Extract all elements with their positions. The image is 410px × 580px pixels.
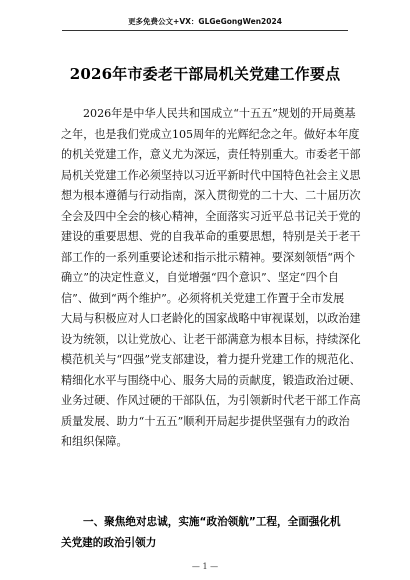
body-line: 2026年是中华人民共和国成立“十五五”规划的开局奠基 bbox=[83, 107, 356, 120]
document-title: 2026年市委老干部局机关党建工作要点 bbox=[69, 65, 341, 83]
body-line: 精细化水平与围绕中心、服务大局的贡献度，锻造政治过硬、 bbox=[61, 373, 361, 387]
section-heading bbox=[61, 512, 353, 553]
body-line: 之年，也是我们党成立105周年的光辉纪念之年。做好本年度 bbox=[61, 127, 360, 141]
header-divider bbox=[62, 30, 348, 31]
body-paragraph bbox=[61, 104, 361, 453]
header-note: 更多免费公文+VX：GLGeGongWen2024 bbox=[128, 17, 282, 26]
body-line: 业务过硬、作风过硬的干部队伍，为引领新时代老干部工作高 bbox=[61, 394, 361, 407]
body-line: 质量发展、助力“十五五”顺利开局起步提供坚强有力的政治 bbox=[61, 414, 350, 428]
section-heading-line: 一、聚焦绝对忠诚，实施“政治领航”工程，全面强化机 bbox=[83, 516, 341, 528]
body-line: 和组织保障。 bbox=[61, 435, 128, 448]
body-line: 全会及四中全会的核心精神，全面落实习近平总书记关于党的 bbox=[61, 209, 361, 223]
body-line: 的机关党建工作，意义尤为深远，责任特别重大。市委老干部 bbox=[61, 148, 361, 161]
body-line: 想为根本遵循与行动指南，深入贯彻党的二十大、二十届历次 bbox=[61, 189, 361, 202]
body-line: 模范机关与“四强”党支部建设，着力提升党建工作的规范化、 bbox=[61, 353, 361, 366]
body-line: 部工作的一系列重要论述和指示批示精神。要深刻领悟“两个 bbox=[61, 250, 356, 264]
page-number: — 1 — bbox=[191, 562, 219, 571]
body-line: 确立”的决定性意义，自觉增强“四个意识”、坚定“四个自 bbox=[61, 271, 339, 284]
body-line: 建设的重要思想、党的自我革命的重要思想，特别是关于老干 bbox=[61, 230, 361, 243]
body-line: 设为统领，以让党放心、让老干部满意为根本目标，持续深化 bbox=[61, 332, 361, 346]
body-line: 大局与积极应对人口老龄化的国家战略中审视谋划，以政治建 bbox=[61, 312, 361, 325]
section-heading-line: 关党建的政治引领力 bbox=[61, 536, 157, 549]
body-line: 局机关党建工作必须坚持以习近平新时代中国特色社会主义思 bbox=[61, 168, 361, 182]
body-line: 信”、做到“两个维护”。必须将机关党建工作置于全市发展 bbox=[61, 291, 345, 305]
